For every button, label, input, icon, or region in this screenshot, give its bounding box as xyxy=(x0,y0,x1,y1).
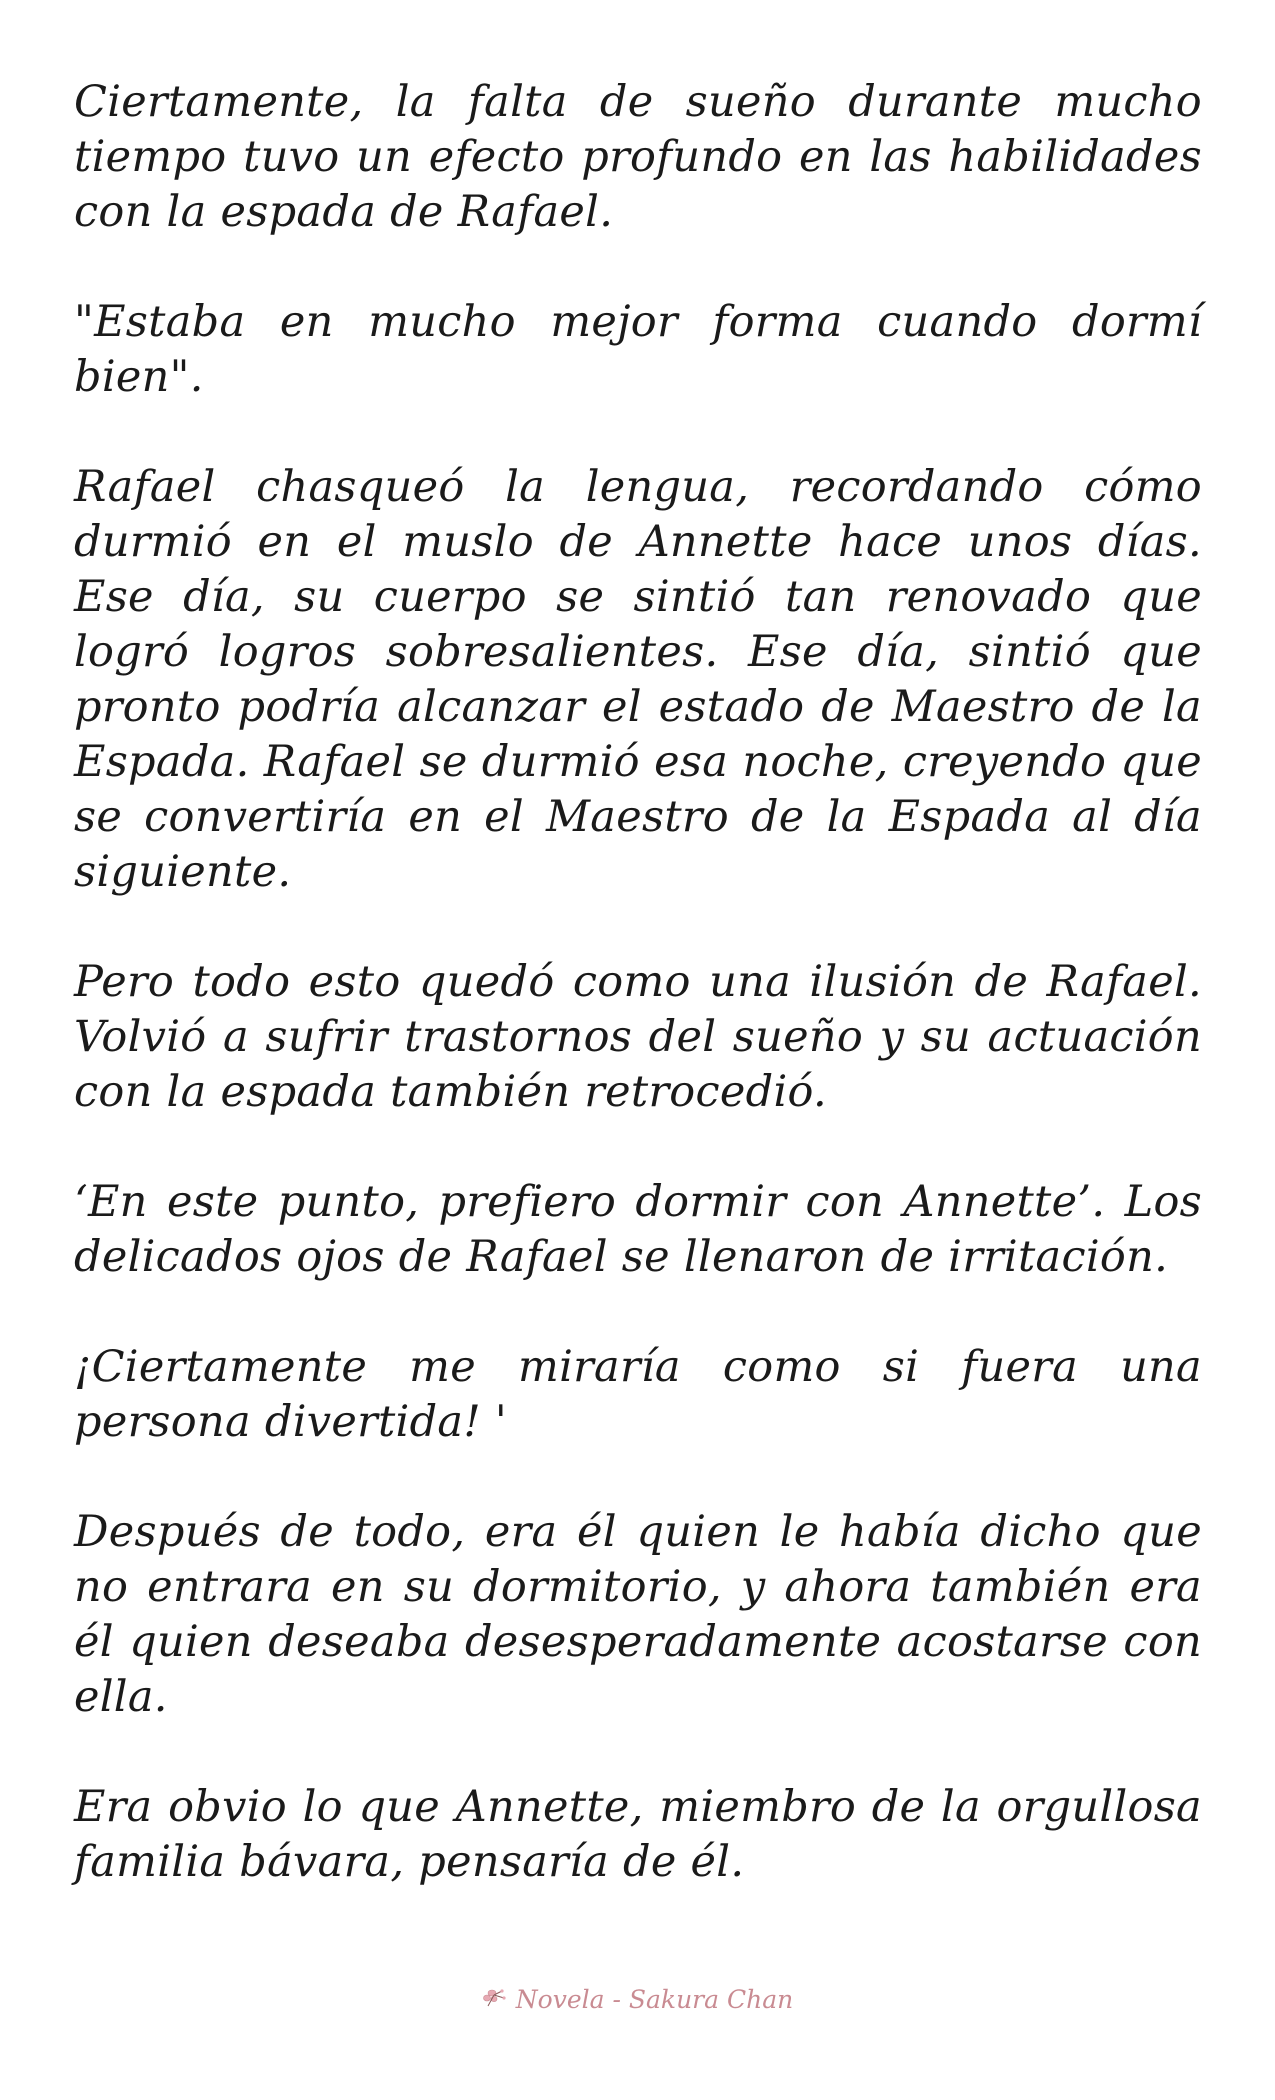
sakura-flower-icon xyxy=(482,1986,510,2018)
paragraph: ¡Ciertamente me miraría como si fuera una persona divertida! ' xyxy=(74,1342,1202,1447)
paragraph: Era obvio lo que Annette, miembro de la orgullosa familia bávara, pensaría de él. xyxy=(74,1782,1202,1887)
paragraph: ‘En este punto, prefiero dormir con Annette’. Los delicados ojos de Rafael se llenaron de irritación. xyxy=(74,1177,1202,1282)
paragraph: "Estaba en mucho mejor forma cuando dormí bien". xyxy=(74,297,1202,402)
document-body xyxy=(74,75,1202,1890)
paragraph: Pero todo esto quedó como una ilusión de Rafael. Volvió a sufrir trastornos del sueño y su actuación con la espada también retrocedió. xyxy=(74,957,1202,1117)
watermark-text: Novela - Sakura Chan xyxy=(515,1985,794,2014)
paragraph: Ciertamente, la falta de sueño durante mucho tiempo tuvo un efecto profundo en las habilidades con la espada de Rafael. xyxy=(74,77,1202,237)
paragraph: Después de todo, era él quien le había dicho que no entrara en su dormitorio, y ahora también era él quien deseaba desesperadamente acostarse con ella. xyxy=(74,1507,1202,1722)
watermark xyxy=(0,1985,1275,2018)
paragraph: Rafael chasqueó la lengua, recordando cómo durmió en el muslo de Annette hace unos días. Ese día, su cuerpo se sintió tan renovado que logró logros sobresalientes. Ese día, sintió que pronto podría alcanzar el estado de Maestro de la Espada. Rafael se durmió esa noche, creyendo que se convertiría en el Maestro de la Espada al día siguiente. xyxy=(74,462,1202,897)
